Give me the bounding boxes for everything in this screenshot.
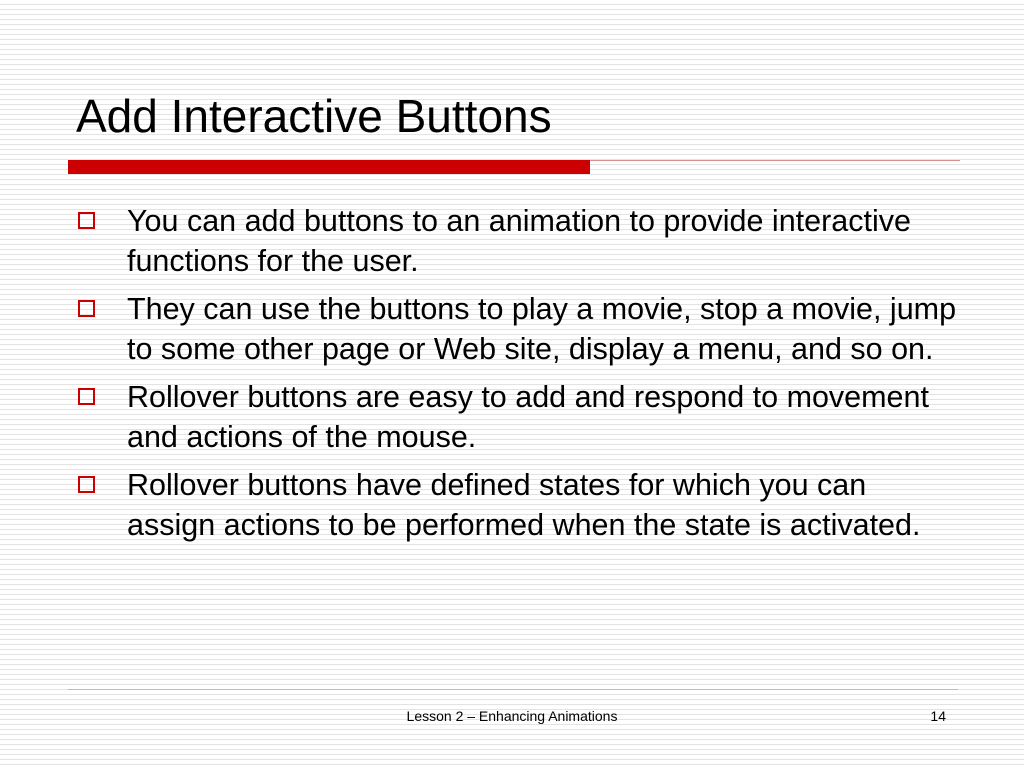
hollow-square-icon	[78, 212, 95, 229]
bullet-text: They can use the buttons to play a movie, stop a movie, jump to some other page or Web site, display a menu, and so on.	[127, 292, 957, 366]
title-rule-line	[590, 160, 960, 161]
title-accent-bar	[68, 160, 590, 174]
bullet-item	[78, 289, 958, 369]
bullet-text: Rollover buttons are easy to add and respond to movement and actions of the mouse.	[127, 380, 929, 454]
hollow-square-icon	[78, 388, 95, 405]
page-number: 14	[930, 708, 946, 724]
bullet-item	[78, 377, 958, 457]
hollow-square-icon	[78, 300, 95, 317]
footer-divider	[68, 689, 958, 690]
slide-title: Add Interactive Buttons	[76, 90, 552, 142]
bullet-text: Rollover buttons have defined states for which you can assign actions to be performed when the state is activated.	[127, 468, 921, 542]
bullet-text: You can add buttons to an animation to provide interactive functions for the user.	[127, 204, 911, 278]
footer-lesson-title: Lesson 2 – Enhancing Animations	[406, 708, 618, 724]
bullet-item	[78, 201, 958, 281]
hollow-square-icon	[78, 476, 95, 493]
bullet-list	[78, 201, 958, 553]
bullet-item	[78, 465, 958, 545]
